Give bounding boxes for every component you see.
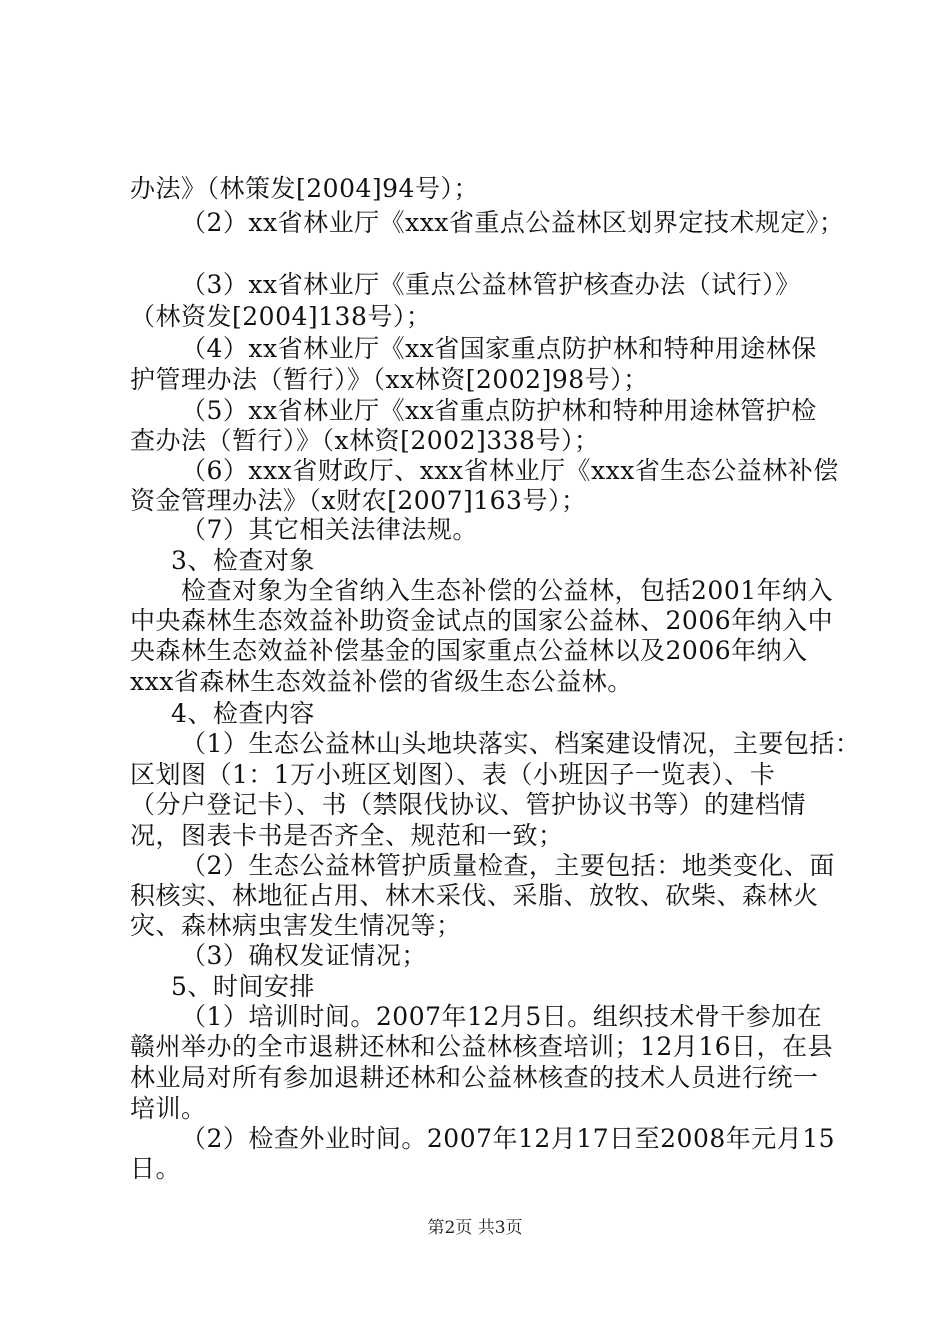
body-line: 况，图表卡书是否齐全、规范和一致； [130,821,564,850]
body-line: 资金管理办法》（x财农[2007]163号）； [130,486,587,515]
body-line: 查办法（暂行）》（x林资[2002]338号）； [130,426,600,455]
body-line: （3）xx省林业厅《重点公益林管护核查办法（试行）》 [181,270,801,299]
body-line: （林资发[2004]138号）； [130,302,432,331]
page-footer: 第2页 共3页 [427,1218,523,1238]
body-line: （1）生态公益林山头地块落实、档案建设情况，主要包括： [181,729,861,758]
body-line: 区划图（1：1万小班区划图）、表（小班因子一览表）、卡 [130,760,776,789]
body-line: 办法》（林策发[2004]94号）； [130,174,479,203]
body-line: 灾、森林病虫害发生情况等； [130,911,462,940]
section-heading: 3、检查对象 [171,546,315,575]
body-line: （6）xxx省财政厅、xxx省林业厅《xxx省生态公益林补偿 [181,456,839,485]
body-line: （分户登记卡）、书（禁限伐协议、管护协议书等）的建档情 [130,790,807,819]
body-line: 林业局对所有参加退耕还林和公益林核查的技术人员进行统一 [130,1063,819,1092]
body-line: 中央森林生态效益补助资金试点的国家公益林、2006年纳入中 [130,606,834,635]
section-heading: 4、检查内容 [171,699,315,728]
body-line: xxx省森林生态效益补偿的省级生态公益林。 [130,667,633,696]
section-heading: 5、时间安排 [171,972,315,1001]
body-line: （4）xx省林业厅《xx省国家重点防护林和特种用途林保 [181,334,817,363]
body-line: 检查对象为全省纳入生态补偿的公益林，包括2001年纳入 [181,576,834,605]
body-line: 积核实、林地征占用、林木采伐、采脂、放牧、砍柴、森林火 [130,881,819,910]
body-line: （2）检查外业时间。2007年12月17日至2008年元月15 [181,1124,836,1153]
body-line: 日。 [130,1154,182,1183]
body-line: （7）其它相关法律法规。 [181,515,478,544]
body-line: 央森林生态效益补偿基金的国家重点公益林以及2006年纳入 [130,636,808,665]
body-line: （5）xx省林业厅《xx省重点防护林和特种用途林管护检 [181,396,817,425]
body-line: （2）生态公益林管护质量检查，主要包括：地类变化、面 [181,851,835,880]
body-line: （3）确权发证情况； [181,941,427,970]
body-line: 培训。 [130,1094,207,1123]
body-line: 护管理办法（暂行）》（xx林资[2002]98号）； [130,365,649,394]
body-line: 赣州举办的全市退耕还林和公益林核查培训；12月16日，在县 [130,1032,834,1061]
body-line: （2）xx省林业厅《xxx省重点公益林区划界定技术规定》； [181,208,845,237]
body-line: （1）培训时间。2007年12月5日。组织技术骨干参加在 [181,1002,823,1031]
